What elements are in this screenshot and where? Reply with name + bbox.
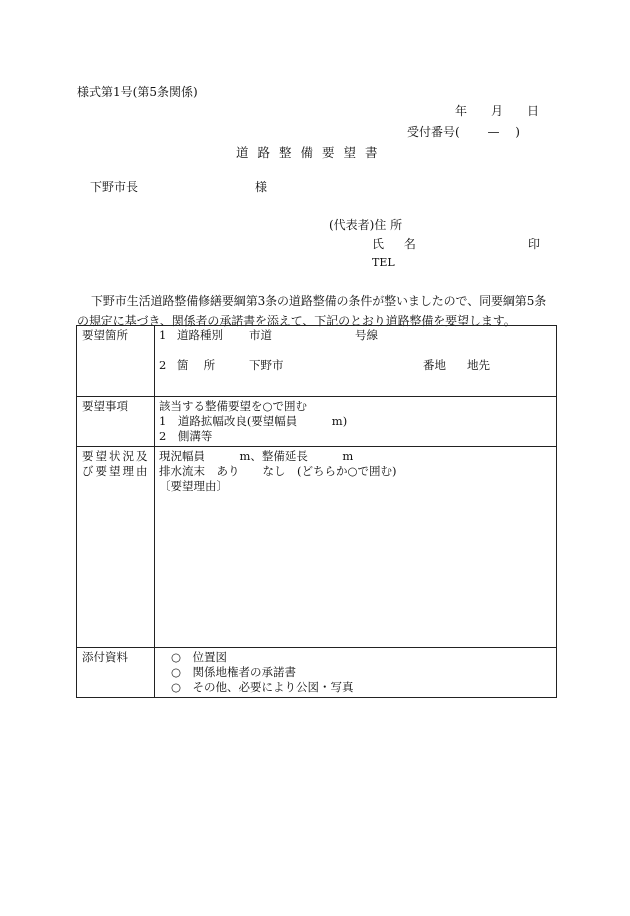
location-chisaki: 地先 bbox=[467, 358, 490, 372]
attachments-header: 添付資料 bbox=[77, 648, 155, 698]
table-row-status bbox=[77, 447, 557, 648]
matters-cell bbox=[155, 397, 557, 447]
matters-header: 要望事項 bbox=[77, 397, 155, 447]
location-place-label: 箇 所 bbox=[177, 358, 216, 372]
status-width-length: 現況幅員 m、整備延長 m bbox=[159, 449, 354, 463]
seal-mark: 印 bbox=[528, 237, 541, 251]
date-year: 年 bbox=[455, 104, 468, 118]
road-number-suffix: 号線 bbox=[355, 328, 378, 342]
request-table bbox=[76, 325, 557, 698]
addressee-mayor: 下野市長 bbox=[90, 180, 139, 194]
receipt-number: 受付番号( — ) bbox=[407, 125, 520, 139]
table-row-matters bbox=[77, 397, 557, 447]
document-title: 道路整備要望書 bbox=[236, 145, 387, 160]
location-banchi: 番地 bbox=[423, 358, 446, 372]
matters-instruction: 該当する整備要望を○で囲む bbox=[159, 399, 308, 413]
table-row-attachments bbox=[77, 648, 557, 698]
status-drainage: 排水流末 あり なし (どちらか○で囲む) bbox=[159, 464, 397, 478]
date-day: 日 bbox=[527, 104, 540, 118]
applicant-address-label: (代表者)住 所 bbox=[329, 218, 403, 232]
road-type-label: 道路種別 bbox=[177, 328, 223, 342]
status-cell bbox=[155, 447, 557, 648]
request-statement: 下野市生活道路整備修繕要綱第3条の道路整備の条件が整いましたので、同要綱第5条の規定に基づき、関係者の承諾書を添えて、下記のとおり道路整備を要望します。 bbox=[77, 294, 547, 328]
attachment-item: ○ 位置図 bbox=[171, 650, 228, 664]
location-place-num: 2 bbox=[159, 358, 167, 372]
matters-option-2: 2 側溝等 bbox=[159, 429, 213, 443]
location-header: 要望箇所 bbox=[77, 326, 155, 397]
location-cell bbox=[155, 326, 557, 397]
location-city: 下野市 bbox=[249, 358, 284, 372]
applicant-name-label: 氏 名 bbox=[372, 237, 424, 251]
attachment-item: ○ 関係地権者の承諾書 bbox=[171, 665, 297, 679]
addressee-honorific: 様 bbox=[255, 180, 268, 194]
date-month: 月 bbox=[491, 104, 504, 118]
status-reason-label: 〔要望理由〕 bbox=[159, 479, 228, 493]
table-row-location bbox=[77, 326, 557, 397]
road-type-line bbox=[159, 328, 552, 343]
applicant-tel-label: TEL bbox=[372, 256, 395, 269]
attachment-item: ○ その他、必要により公図・写真 bbox=[171, 680, 354, 694]
status-header: 要望状況及び要望理由 bbox=[77, 447, 155, 648]
attachments-cell bbox=[155, 648, 557, 698]
matters-option-1: 1 道路拡幅改良(要望幅員 m) bbox=[159, 414, 348, 428]
road-type-num: 1 bbox=[159, 328, 167, 342]
form-number-label: 様式第1号(第5条関係) bbox=[77, 85, 198, 99]
road-type-value: 市道 bbox=[249, 328, 272, 342]
date-line bbox=[455, 104, 539, 118]
location-place-line bbox=[159, 358, 552, 373]
